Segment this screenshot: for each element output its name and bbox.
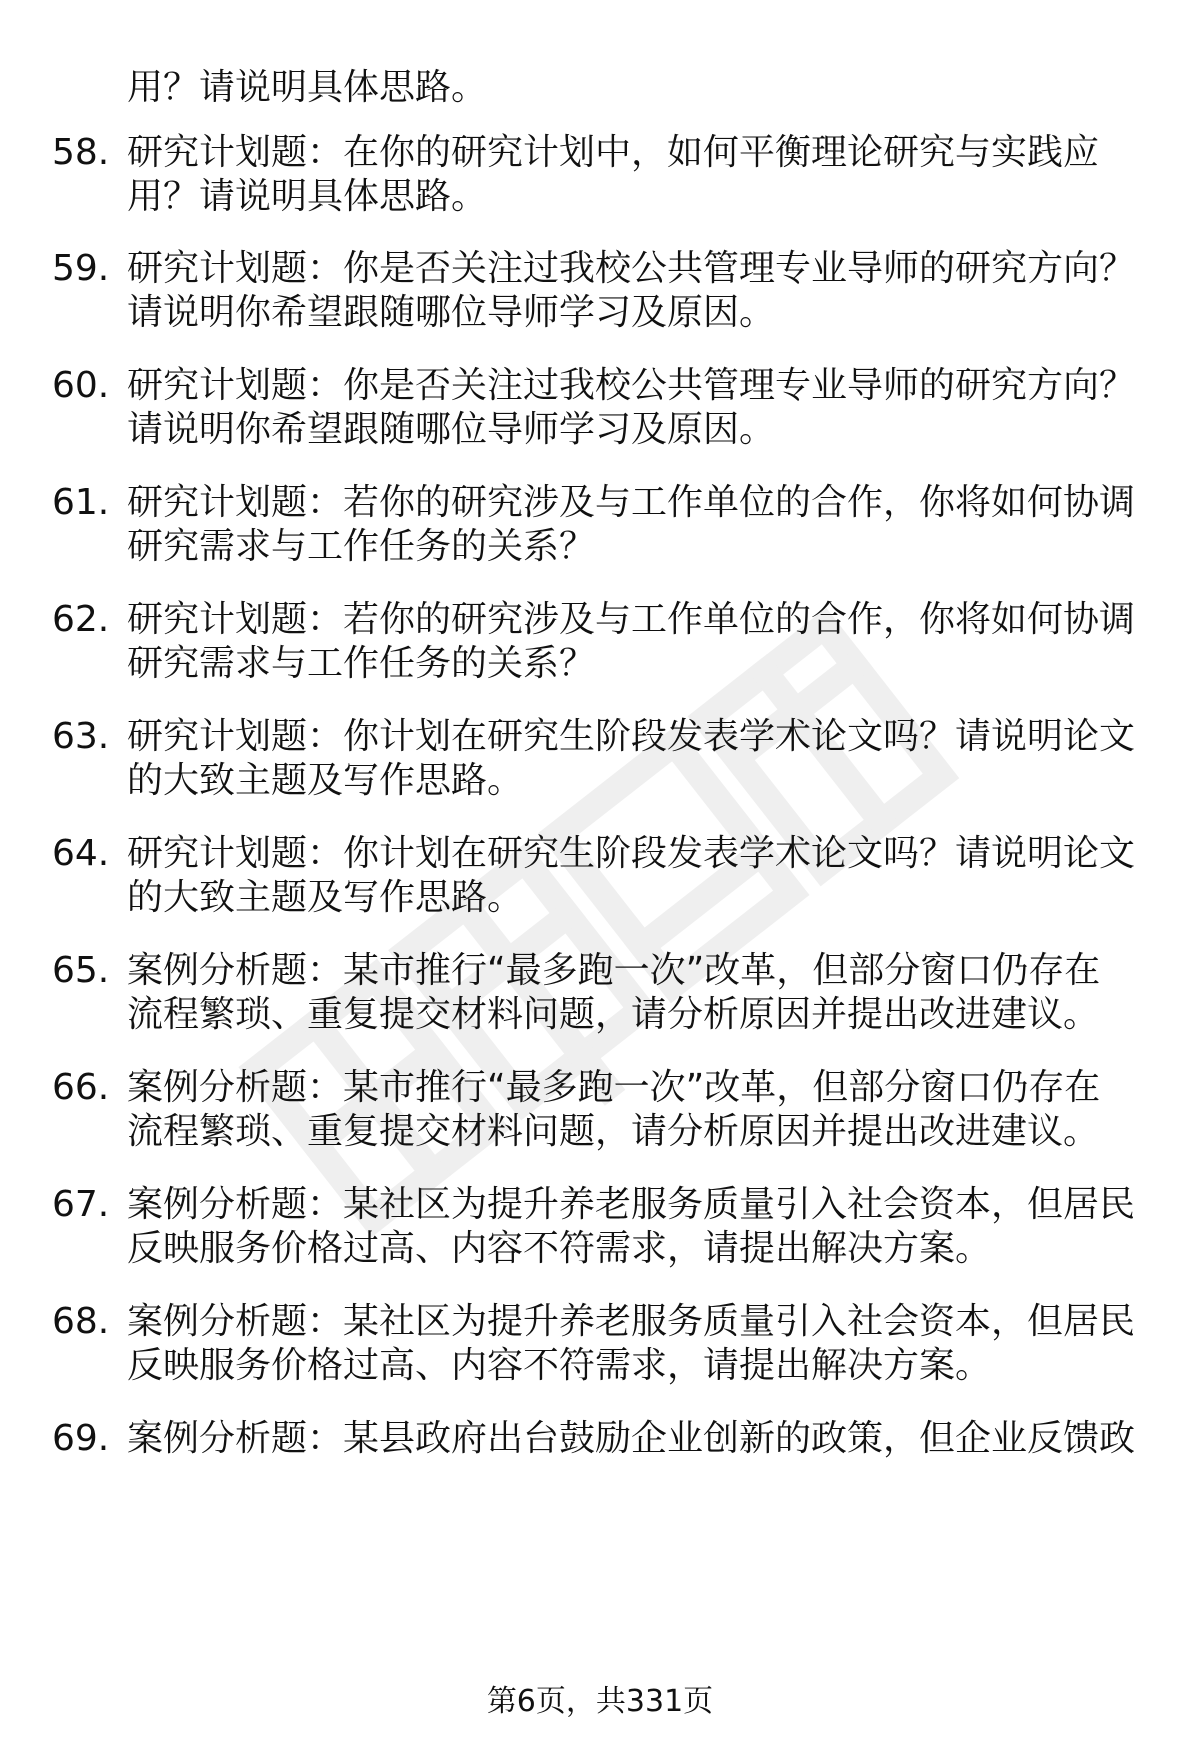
item-text-line2: 研究需求与工作任务的关系？	[127, 526, 596, 567]
item-text-line1: 研究计划题：若你的研究涉及与工作单位的合作，你将如何协调	[127, 482, 1136, 523]
item-text-line2: 用？请说明具体思路。	[127, 176, 488, 217]
item-text-line2: 的大致主题及写作思路。	[127, 760, 524, 801]
list-item-continuation-text: 用？请说明具体思路。	[127, 67, 488, 108]
item-text-line2: 流程繁琐、重复提交材料问题，请分析原因并提出改进建议。	[127, 994, 1100, 1035]
item-text-line1: 研究计划题：你是否关注过我校公共管理专业导师的研究方向？	[127, 248, 1136, 289]
item-text-line1: 案例分析题：某县政府出台鼓励企业创新的政策，但企业反馈政	[127, 1418, 1136, 1459]
item-text-line1: 研究计划题：你是否关注过我校公共管理专业导师的研究方向？	[127, 365, 1136, 406]
item-text-line2: 请说明你希望跟随哪位导师学习及原因。	[127, 409, 776, 450]
item-number: 65.	[52, 950, 110, 991]
item-text-line2: 反映服务价格过高、内容不符需求，请提出解决方案。	[127, 1228, 992, 1269]
item-number: 62.	[52, 599, 110, 640]
item-text-line1: 研究计划题：你计划在研究生阶段发表学术论文吗？请说明论文	[127, 716, 1136, 757]
item-number: 66.	[52, 1067, 110, 1108]
item-text-line1: 案例分析题：某社区为提升养老服务质量引入社会资本，但居民	[127, 1301, 1136, 1342]
item-number: 60.	[52, 365, 110, 406]
item-text-line2: 的大致主题及写作思路。	[127, 877, 524, 918]
item-number: 67.	[52, 1184, 110, 1225]
item-text-line1: 研究计划题：若你的研究涉及与工作单位的合作，你将如何协调	[127, 599, 1136, 640]
item-number: 69.	[52, 1418, 110, 1459]
item-number: 68.	[52, 1301, 110, 1342]
item-number: 58.	[52, 132, 110, 173]
item-text-line2: 反映服务价格过高、内容不符需求，请提出解决方案。	[127, 1345, 992, 1386]
item-text-line2: 流程繁琐、重复提交材料问题，请分析原因并提出改进建议。	[127, 1111, 1100, 1152]
item-text-line1: 案例分析题：某市推行“最多跑一次”改革，但部分窗口仍存在	[127, 950, 1101, 991]
item-text-line1: 案例分析题：某市推行“最多跑一次”改革，但部分窗口仍存在	[127, 1067, 1101, 1108]
page-footer: 第6页，共331页	[486, 1684, 714, 1719]
item-number: 64.	[52, 833, 110, 874]
item-number: 61.	[52, 482, 110, 523]
item-number: 59.	[52, 248, 110, 289]
item-text-line1: 研究计划题：你计划在研究生阶段发表学术论文吗？请说明论文	[127, 833, 1136, 874]
item-text-line2: 请说明你希望跟随哪位导师学习及原因。	[127, 292, 776, 333]
item-text-line1: 研究计划题：在你的研究计划中，如何平衡理论研究与实践应	[127, 132, 1100, 173]
item-number: 63.	[52, 716, 110, 757]
item-text-line2: 研究需求与工作任务的关系？	[127, 643, 596, 684]
item-text-line1: 案例分析题：某社区为提升养老服务质量引入社会资本，但居民	[127, 1184, 1136, 1225]
